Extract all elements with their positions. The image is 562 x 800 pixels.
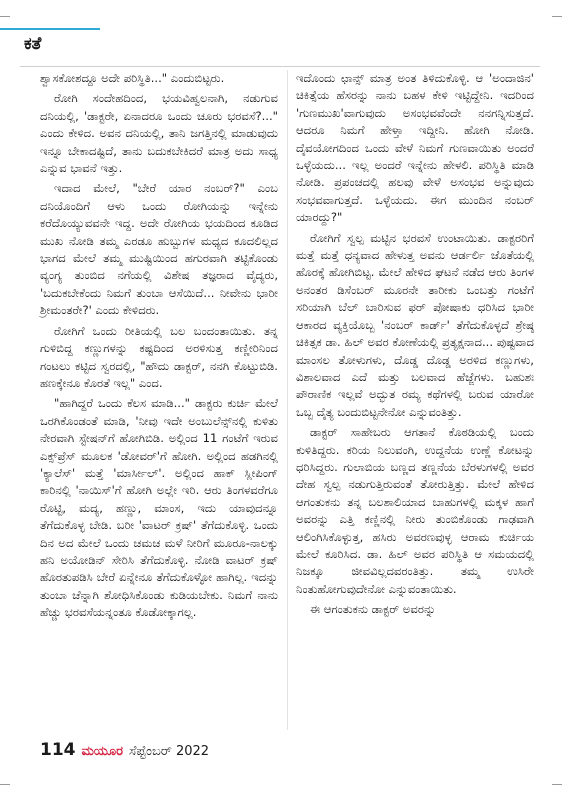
paragraph: ರೋಗಿಗೆ ಸ್ವಲ್ಪ ಮಟ್ಟಿನ ಭರವಸೆ ಉಂಟಾಯಿತು. ಡಾಕ್ಟರರಿಗೆ ಮತ್ತೆ ಮತ್ತೆ ಧನ್ಯವಾದ ಹೇಳುತ್ತ ಅವನು ಆರ್ಡರ್ಲಿ ಜೊತೆಯಲ್ಲಿ ಹೊರಕ್ಕೆ ಹೋಗಿಬಿಟ್ಟ. ಮೇಲೆ ಹೇಳಿದ ಘಟನೆ ನಡೆದ ಆರು ತಿಂಗಳ ಅನಂತರ ಡಿಸೆಂಬರ್‌ ಮೂರನೇ ತಾರೀಕು ಒಂಬತ್ತು ಗಂಟೆಗೆ ಸರಿಯಾಗಿ ಬೆಲ್‌ ಬಾರಿಸುವ ಫರ್‌ ಪೋಷಾಕು ಧರಿಸಿದ ಭಾರೀ ಆಕಾರದ ವ್ಯಕ್ತಿಯೊಬ್ಬ 'ನಂಬರ್‌ ಕಾರ್ಡ್‌' ತೆಗೆದುಕೊಳ್ಳದೆ ಶ್ರೇಷ್ಠ ಚಿಕಿತ್ಸಕ ಡಾ. ಹಿಲ್‌ ಅವರ ಕೋಣೆಯಲ್ಲಿ ಪ್ರತ್ಯಕ್ಷನಾದ... ಪುಷ್ಟವಾದ ಮಾಂಸಲ ತೋಳುಗಳು, ದೊಡ್ಡ ದೊಡ್ಡ ಅರಳಿದ ಕಣ್ಣುಗಳು, ವಿಶಾಲವಾದ ಎದೆ ಮತ್ತು ಬಲವಾದ ಹೆಜ್ಜೆಗಳು. ಬಹುಶಃ ಪೌರಾಣಿಕ ಇಲ್ಲವೆ ಅದ್ಭುತ ರಮ್ಯ ಕಥೆಗಳಲ್ಲಿ ಬರುವ ಯಾರೋ ಒಬ್ಬ ದೈತ್ಯ ಬಂದುಬಿಟ್ಟನೇನೋ ಎನ್ನುವಂತಿತ್ತು.	[296, 230, 534, 419]
crop-mark	[0, 16, 10, 17]
crop-mark	[552, 16, 562, 17]
issue-date: ಸೆಪ್ಟೆಂಬರ್‌ 2022	[128, 744, 210, 759]
paragraph: ಇದೊಂದು ಛಾನ್ಸ್‌ ಮಾತ್ರ ಅಂತ ತಿಳಿದುಕೊಳ್ಳಿ. ಆ 'ಅಂದಾಜಿನ' ಚಿಕಿತ್ಸೆಯ ಹೆಸರನ್ನು ನಾನು ಬಹಳ ಕೇಳಿ ಇಟ್ಟಿದ್ದೇನಿ. ಇದರಿಂದ 'ಗುಣಮುಖ'ವಾಗುವುದು ಅಸಂಭವವೆಂದೇ ನನಗನ್ನಿಸುತ್ತದೆ. ಆದರೂ ನಿಮಗೆ ಹೇಳ್ತಾ ಇದ್ದೀನಿ. ಹೋಗಿ ನೋಡಿ. ದೈವಯೋಗದಿಂದ ಒಂದು ವೇಳೆ ನಿಮಗೆ ಗುಣವಾಯಿತು ಅಂದರೆ ಒಳ್ಳೆಯದು... ಇಲ್ಲ ಅಂದರೆ ಇನ್ನೇನು ಹೇಳಲಿ. ಪರಿಸ್ಥಿತಿ ಮಾಡಿ ನೋಡಿ. ಪ್ರಪಂಚದಲ್ಲಿ ಹಲವು ವೇಳೆ ಅಸಂಭವ ಅನ್ನುವುದು ಸಂಭವವಾಗುತ್ತದೆ. ಒಳ್ಳೆಯದು. ಈಗ ಮುಂದಿನ ನಂಬರ್‌ ಯಾರದ್ದು?"	[296, 71, 534, 225]
paragraph: "ಹಾಗಿದ್ದರೆ ಒಂದು ಕೆಲಸ ಮಾಡಿ..." ಡಾಕ್ಟರು ಕುರ್ಚಿ ಮೇಲೆ ಒರಗಿಕೊಂಡಂತೆ ಮಾಡಿ, 'ನೀವು ಇದೇ ಅಂಬುಲೆನ್ಸ್‌ನಲ್ಲಿ ಕುಳಿತು ನೇರವಾಗಿ ಸ್ಟೇಷನ್‌ಗೆ ಹೋಗಿಬಿಡಿ. ಅಲ್ಲಿಂದ 11 ಗಂಟೆಗೆ ಇರುವ ಎಕ್ಸ್‌ಪ್ರೆಸ್‌ ಮೂಲಕ 'ಡೋವರ್‌'ಗೆ ಹೋಗಿ. ಅಲ್ಲಿಂದ ಹಡಗಿನಲ್ಲಿ 'ಕ್ಯಾಲೆಸ್‌' ಮತ್ತೆ 'ಮಾರ್ಸೀಲ್‌'. ಅಲ್ಲಿಂದ ಹಾಕ್‌ ಸ್ಲೀಪಿಂಗ್‌ ಕಾರಿನಲ್ಲಿ 'ನಾಯಿಸ್‌'ಗೆ ಹೋಗಿ ಅಲ್ಲೇ ಇರಿ. ಆರು ತಿಂಗಳವರೆಗೂ ರೊಟ್ಟಿ, ಮದ್ಯ, ಹಣ್ಣು, ಮಾಂಸ, ಇದು ಯಾವುದನ್ನೂ ತೆಗೆದುಕೊಳ್ಳ ಬೇಡಿ. ಬರೀ 'ವಾಟರ್‌ ಕ್ರಷ್‌' ತೆಗೆದುಕೊಳ್ಳಿ. ಒಂದು ದಿನ ಅದ ಮೇಲೆ ಒಂದು ಚಮಚ ಮಳೆ ನೀರಿಗೆ ಮೂರೂ-ನಾಲಕ್ಕು ಹನಿ ಅಯೋಡಿನ್‌ ಸೇರಿಸಿ ತೆಗೆದುಕೊಳ್ಳಿ. ನೋಡಿ ವಾಟರ್‌ ಕ್ರಷ್‌ ಹೊರತುಪಡಿಸಿ ಬೇರೆ ಏನ್ನೇನೂ ತೆಗೆದುಕೊಳ್ಳೋ ಹಾಗಿಲ್ಲ. ಇದನ್ನು ತುಂಬಾ ಚೆನ್ನಾಗಿ ಶೋಧಿಸಿಕೊಂಡು ಕುಡಿಯಬೇಕು. ನಿಮಗೆ ನಾನು ಹೆಚ್ಚು ಭರವಸೆಯನ್ನಂತೂ ಕೊಡೋಕ್ಕಾಗಲ್ಲ.	[40, 396, 278, 620]
magazine-name: ಮಯೂರ	[81, 744, 123, 759]
crop-mark	[552, 784, 562, 785]
section-accent-rule	[0, 28, 100, 30]
paragraph: ಡಾಕ್ಟರ್‌ ಸಾಹೇಬರು ಆಗತಾನೆ ಕೊಠಡಿಯಲ್ಲಿ ಬಂದು ಕುಳಿತಿದ್ದರು. ಕರಿಯ ನಿಲುವಂಗಿ, ಉದ್ದನೆಯ ಉಣ್ಣೆ ಕೋಟನ್ನು ಧರಿಸಿದ್ದರು. ಗುಲಾಬಿಯ ಬಣ್ಣದ ತಣ್ಣನೆಯ ಬೆರಳುಗಳಲ್ಲಿ ಅವರ ದೇಹ ಸ್ವಲ್ಪ ನಡುಗುತ್ತಿರುವಂತೆ ತೋರುತ್ತಿತ್ತು. ಮೇಲೆ ಹೇಳಿದ ಆಗಂತುಕನು ತನ್ನ ಬಲಶಾಲಿಯಾದ ಬಾಹುಗಳಲ್ಲಿ ಮಕ್ಕಳ ಹಾಗೆ ಅವರನ್ನು ಎತ್ತಿ ಕಣ್ಣಿನಲ್ಲಿ ನೀರು ತುಂಬಿಕೊಂಡು ಗಾಢವಾಗಿ ಆಲಿಂಗಿಸಿಕೊಳ್ಳುತ್ತ, ಹಸಿರು ಅವರಣವುಳ್ಳ ಆರಾಮ ಕುರ್ಚಿಯ ಮೇಲೆ ಕೂರಿಸಿದ. ಡಾ. ಹಿಲ್‌ ಅವರ ಪರಿಸ್ಥಿತಿ ಆ ಸಮಯದಲ್ಲಿ ನಿಜಕ್ಕೂ ಜೀವವಿಲ್ಲದವರಂತಿತ್ತು. ತಮ್ಮ ಉಸಿರೇ ನಿಂತುಹೋಗುವುದೇನೋ ಎನ್ನುವಂತಾಯಿತು.	[296, 425, 534, 596]
paragraph: ಈ ಆಗಂತುಕನು ಡಾಕ್ಟರ್‌ ಅವರನ್ನು	[310, 602, 436, 617]
header-divider	[20, 66, 540, 67]
page-number: 114	[40, 740, 76, 760]
column-gutter	[287, 70, 288, 730]
paragraph: ಇದಾದ ಮೇಲೆ, "ಬೇರೆ ಯಾರ ನಂಬರ್‌?" ಎಂಬ ದನಿಯೊಂದಿಗೆ ಆಳು ಒಂದು ರೋಗಿಯನ್ನು ಇನ್ನೇನು ಕರೆದೊಯ್ಯುವವನೇ ಇದ್ದ. ಅದೇ ರೋಗಿಯ ಭಯದಿಂದ ಕೂಡಿದ ಮುಖ ನೋಡಿ ತಮ್ಮ ಎರಡೂ ಹುಬ್ಬುಗಳ ಮಧ್ಯದ ಕೂದಲಿಲ್ಲದ ಭಾಗದ ಮೇಲೆ ತಮ್ಮ ಮುಷ್ಟಿಯಿಂದ ಹಗುರವಾಗಿ ತಟ್ಟಿಕೊಂಡು ವ್ಯಂಗ್ಯ ತುಂಬಿದ ನಗೆಯಲ್ಲಿ ವಿಶೇಷ ತಜ್ಞರಾದ ವೈದ್ಯರು, 'ಬದುಕಬೇಕೆಂದು ನಿಮಗೆ ತುಂಬಾ ಆಸೆಯಿದೆ... ನೀವೇನು ಭಾರೀ ಶ್ರೀಮಂತರೇ?' ಎಂದು ಕೇಳಿದರು.	[40, 181, 278, 318]
paragraph: ರೋಗಿಗೆ ಒಂದು ರೀತಿಯಲ್ಲಿ ಬಲ ಬಂದಂತಾಯಿತು. ತನ್ನ ಗುಳಿಬಿದ್ದ ಕಣ್ಣುಗಳನ್ನು ಕಷ್ಟದಿಂದ ಅರಳಿಸುತ್ತ ಕಣ್ಣೀರಿನಿಂದ ಗಂಟಲು ಕಟ್ಟಿದ ಸ್ವರದಲ್ಲಿ, "ಹೌದು ಡಾಕ್ಟರ್‌, ನನಗಿ ಕೊಟ್ಟುಬಿಡಿ. ಹಣಕ್ಕೇನೂ ಕೊರತೆ ಇಲ್ಲ" ಎಂದ.	[40, 323, 278, 390]
crop-mark	[0, 784, 10, 785]
paragraph: ಶ್ವಾಸಕೋಶದ್ದೂ ಅದೇ ಪರಿಸ್ಥಿತಿ..." ಎಂದುಬಿಟ್ಟರು.	[40, 71, 225, 85]
section-title: ಕತೆ	[24, 34, 42, 54]
page-footer	[40, 740, 209, 760]
right-column	[296, 70, 534, 622]
paragraph: ರೋಗಿ ಸಂದೇಹದಿಂದ, ಭಯವಿಹ್ವಲನಾಗಿ, ನಡುಗುವ ದನಿಯಲ್ಲಿ, 'ಡಾಕ್ಟರೇ, ಏನಾದರೂ ಒಂದು ಚೂರು ಭರವಸೆ?..." ಎಂದು ಕೇಳಿದ. ಅವನ ದನಿಯಲ್ಲಿ, ತಾನಿ ಜಗತ್ತಿನಲ್ಲಿ ಮಾಡುವುದು ಇನ್ನೂ ಬೇಕಾದಷ್ಟಿದೆ, ತಾನು ಬದುಕಬೇಕಿದರೆ ಮಾತ್ರ ಅದು ಸಾಧ್ಯ ಎನ್ನುವ ಭಾವನೆ ಇತ್ತು.	[40, 91, 278, 176]
left-column	[40, 70, 278, 625]
